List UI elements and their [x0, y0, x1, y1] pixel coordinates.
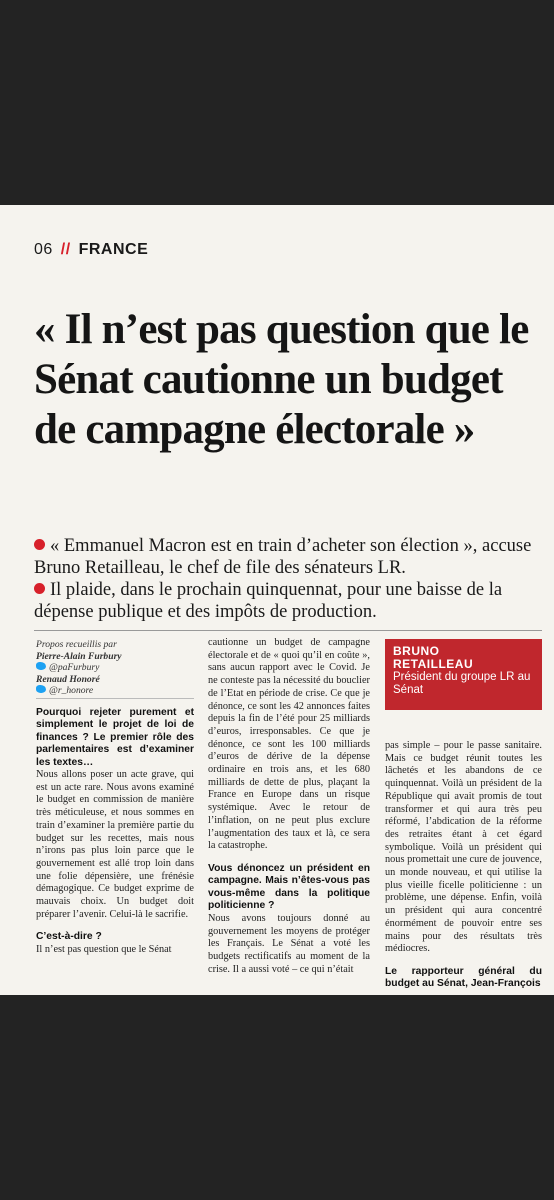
- credits-intro: Propos recueillis par: [36, 639, 117, 650]
- newspaper-page: [0, 205, 554, 995]
- interview-answer-1-continued: cautionne un budget de campagne électorale et de « quoi qu’il en coûte », sans aucun rapport avec le Covid. Je ne conteste pas la nécessité du bouclier de l’Etat en période de crise. Ce que je dénonce, ce sont les 42 annonces faites depuis la fin de l’été pour 25 milliards d’euros, irresponsables. Ce que je dénonce, ce sont les 100 milliards d’euros de dérive de la dépense ordinaire en trois ans, et les 680 milliards de dette de plus, plaçant la France en Europe dans un risque systémique. Avec le retour de l’inflation, on ne peut plus exclure l’augmentation des taux et là, ce sera la catastrophe.: [208, 637, 370, 852]
- lead-paragraph-1: « Emmanuel Macron est en train d’acheter son élection », accuse Bruno Retailleau, le chef de file des sénateurs LR.: [34, 536, 532, 578]
- article-column-1: [36, 639, 194, 957]
- interview-answer-2: Il n’est pas question que le Sénat: [36, 943, 172, 955]
- interview-question-3: Vous dénoncez un président en campagne. Mais n’êtes-vous pas vous-même dans la politique politicienne ?: [208, 862, 370, 912]
- interviewee-badge: [385, 639, 542, 710]
- section-header: [34, 241, 148, 259]
- author-credits: [36, 639, 194, 697]
- lead-paragraph-2: Il plaide, dans le prochain quinquennat, pour une baisse de la dépense publique et des impôts de production.: [34, 580, 503, 622]
- section-separator: //: [60, 241, 71, 258]
- section-name: FRANCE: [78, 241, 149, 258]
- twitter-handle-1: @paFurbury: [49, 662, 100, 673]
- interview-answer-1: Nous allons poser un acte grave, qui est un acte rare. Nous avons examiné le budget en commission de manière très méticuleuse, et nous sommes en train d’examiner la première partie du budget sur les recettes, mais nous n’irons pas plus loin parce que le gouvernement est allé trop loin dans une folie dépensière, une frénésie démagogique. Ce budget exprime de mauvais choix. Un budget doit préparer l’avenir. Celui-là le sacrifie.: [36, 769, 194, 920]
- author-name-1: Pierre-Alain Furbury: [36, 650, 122, 662]
- twitter-handle-2: @r_honore: [49, 685, 94, 696]
- top-dark-margin: [0, 0, 554, 205]
- interview-question-4: Le rapporteur général du budget au Sénat, Jean-François: [385, 965, 542, 990]
- interviewee-name: BRUNO RETAILLEAU: [393, 644, 474, 671]
- interview-answer-3: Nous avons toujours donné au gouvernement les moyens de protéger les Français. Le Sénat a voté les budgets rectificatifs au moment de la crise. Il a aussi voté – ce qui n’était: [208, 912, 370, 975]
- page-number: 06: [34, 241, 53, 258]
- interview-question-2: C’est-à-dire ?: [36, 931, 102, 943]
- article-headline: « Il n’est pas question que le Sénat cautionne un budget de campagne électorale »: [34, 306, 529, 453]
- credits-divider: [36, 698, 194, 699]
- lead-divider: [34, 630, 542, 631]
- bottom-dark-margin: [0, 995, 554, 1200]
- twitter-bird-icon: [36, 662, 46, 670]
- interview-answer-3-continued: pas simple – pour le passe sanitaire. Mais ce budget réunit toutes les lâchetés et les abandons de ce quinquennat. Voilà un président de la République qui avait promis de tout transformer et qui aura très peu réformé, l’abdication de la réforme des retraites étant à cet égard symbolique. Voilà un président qui nous promettait une cure de jouvence, un monde nouveau, et qui utilise la plus vieille ficelle politicienne : un problème, une dépense. Enfin, voilà un président qui aura concentré énormément de pouvoir entre ses mains pour des résultats très médiocres.: [385, 740, 542, 955]
- interviewee-title: Président du groupe LR au Sénat: [393, 671, 531, 696]
- article-lead: [34, 535, 538, 623]
- bullet-dot-icon: [34, 539, 45, 550]
- author-name-2: Renaud Honoré: [36, 673, 100, 685]
- twitter-bird-icon: [36, 685, 46, 693]
- article-column-2: [208, 637, 370, 976]
- bullet-dot-icon: [34, 583, 45, 594]
- article-column-3: [385, 740, 542, 991]
- interview-question-1: Pourquoi rejeter purement et simplement le projet de loi de finances ? Le premier rôle des parlementaires est d’examiner les textes…: [36, 706, 194, 768]
